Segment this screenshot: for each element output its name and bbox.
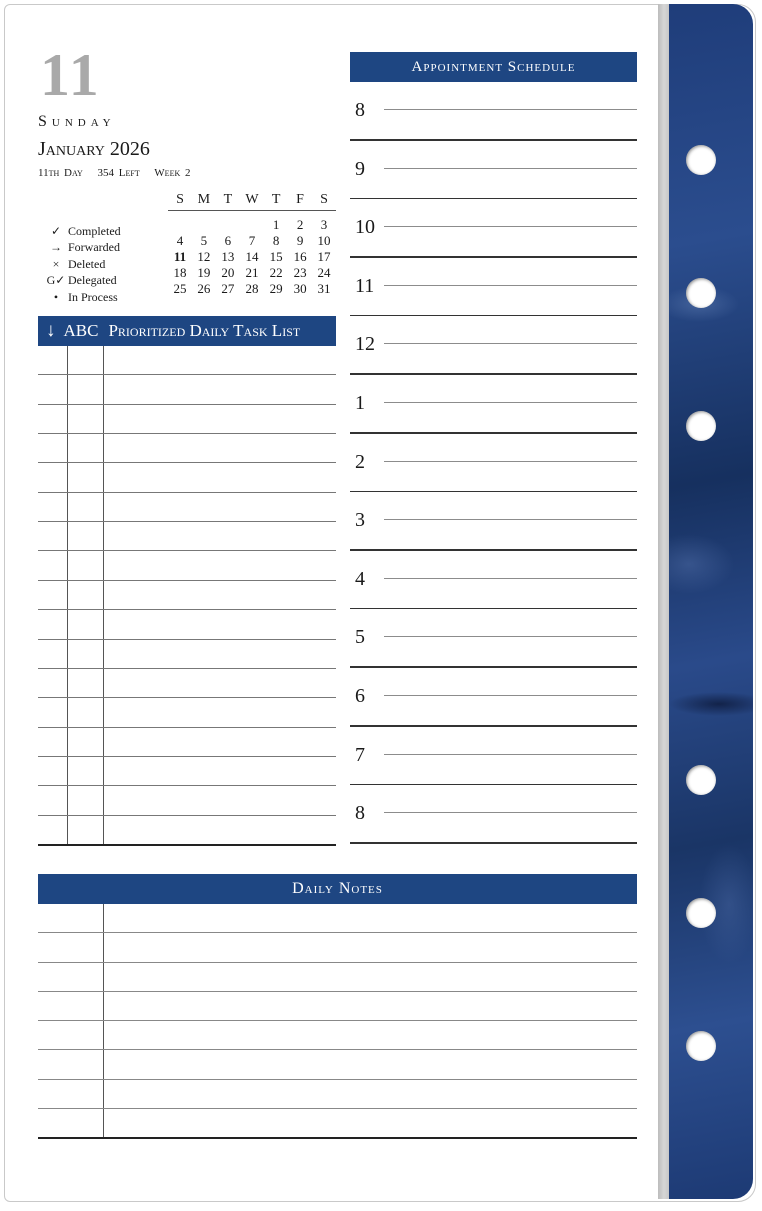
weekday-header: T	[216, 190, 240, 211]
half-hour-line	[384, 636, 637, 637]
week-number: Week 2	[154, 167, 191, 179]
day-of-year: 11th Day	[38, 167, 83, 179]
arrow-right-icon: →	[50, 240, 62, 255]
weekday-label: Sunday	[38, 113, 116, 130]
calendar-day: 7	[248, 233, 256, 248]
half-hour-line	[384, 578, 637, 579]
legend-item-delegated	[44, 273, 121, 290]
task-row-line	[38, 785, 336, 786]
month-year-label: January 2026	[38, 138, 150, 160]
daily-notes-header: Daily Notes	[38, 874, 637, 904]
daily-notes-grid	[38, 904, 637, 1138]
notes-row-line	[38, 1020, 637, 1021]
calendar-day: 30	[293, 281, 307, 296]
half-hour-line	[384, 343, 637, 344]
priority-abc-label: ABC	[63, 321, 99, 340]
weekday-header: W	[240, 190, 264, 211]
legend-item-completed	[44, 223, 121, 240]
legend-label: In Process	[68, 289, 118, 304]
hour-label: 12	[355, 333, 375, 356]
hour-label: 8	[355, 802, 365, 825]
binder-hole	[686, 1031, 716, 1061]
weekday-header-row	[168, 190, 336, 211]
half-hour-line	[384, 226, 637, 227]
calendar-day: 23	[293, 265, 307, 280]
appointment-slot[interactable]	[350, 316, 637, 375]
half-hour-line	[384, 285, 637, 286]
calendar-day: 27	[221, 281, 235, 296]
x-icon: ×	[52, 256, 60, 271]
calendar-day: 9	[296, 233, 304, 248]
hour-label: 1	[355, 392, 365, 414]
calendar-day: 21	[245, 265, 259, 280]
calendar-day: 2	[296, 217, 304, 232]
calendar-week-row	[168, 265, 336, 281]
calendar-day: 18	[173, 265, 187, 280]
half-hour-line	[384, 812, 637, 813]
weekday-header: M	[192, 190, 216, 211]
arrow-down-icon: ↓	[46, 320, 56, 341]
calendar-day: 28	[245, 281, 259, 296]
calendar-day: 24	[317, 265, 331, 280]
calendar-day: 5	[200, 233, 208, 248]
hour-label: 3	[355, 509, 365, 532]
appointment-slot[interactable]	[350, 375, 637, 434]
half-hour-line	[384, 695, 637, 696]
notes-row-line	[38, 962, 637, 963]
task-row-line	[38, 815, 336, 816]
bullet-icon: •	[53, 289, 59, 304]
notes-row-line	[38, 1049, 637, 1050]
calendar-week-row	[168, 281, 336, 297]
appointment-slot[interactable]	[350, 141, 637, 200]
task-row-line	[38, 639, 336, 640]
hour-label: 11	[355, 274, 375, 297]
appointment-slot[interactable]	[350, 727, 637, 786]
calendar-day: 1	[272, 217, 280, 232]
calendar-day: 29	[269, 281, 283, 296]
day-number: 11	[40, 42, 101, 108]
calendar-day: 25	[173, 281, 187, 296]
calendar-day: 16	[293, 249, 307, 264]
appointment-slot[interactable]	[350, 258, 637, 317]
hour-label: 10	[355, 216, 375, 239]
calendar-day	[168, 211, 192, 234]
weekday-header: S	[312, 190, 336, 211]
binder-hole	[686, 898, 716, 928]
task-row-line	[38, 492, 336, 493]
hour-label: 9	[355, 157, 365, 180]
weekday-header: S	[168, 190, 192, 211]
hour-label: 4	[355, 567, 365, 590]
binder-hole	[686, 278, 716, 308]
hour-divider	[350, 842, 637, 844]
legend-label: Delegated	[68, 273, 117, 288]
binder-hole	[686, 145, 716, 175]
task-row-line	[38, 844, 336, 846]
task-row-line	[38, 462, 336, 463]
calendar-week-row	[168, 211, 336, 234]
calendar-day: 14	[245, 249, 259, 264]
calendar-day: 3	[320, 217, 328, 232]
half-hour-line	[384, 754, 637, 755]
notes-row-line	[38, 1079, 637, 1080]
binder-hole	[686, 411, 716, 441]
notes-row-line	[38, 1108, 637, 1109]
task-row-line	[38, 521, 336, 522]
task-row-line	[38, 374, 336, 375]
calendar-day: 31	[317, 281, 331, 296]
calendar-day: 6	[224, 233, 232, 248]
half-hour-line	[384, 519, 637, 520]
calendar-day: 15	[269, 249, 283, 264]
calendar-day	[216, 211, 240, 234]
appointment-slot[interactable]	[350, 609, 637, 668]
task-list-title: Prioritized Daily Task List	[108, 321, 301, 340]
calendar-day: 20	[221, 265, 235, 280]
calendar-week-row	[168, 233, 336, 249]
delegated-check-icon: G✓	[46, 273, 66, 288]
half-hour-line	[384, 461, 637, 462]
appointment-slot[interactable]	[350, 551, 637, 610]
calendar-day: 8	[272, 233, 280, 248]
appointment-slot[interactable]	[350, 492, 637, 551]
marble-tab-edge	[669, 4, 753, 1199]
status-legend	[44, 223, 121, 306]
legend-item-deleted	[44, 256, 121, 273]
legend-item-forwarded	[44, 240, 121, 257]
task-row-line	[38, 404, 336, 405]
notes-row-line	[38, 932, 637, 933]
task-list-grid	[38, 346, 336, 845]
check-icon: ✓	[50, 223, 62, 238]
status-column-divider	[67, 346, 68, 845]
notes-margin-divider	[103, 904, 104, 1138]
task-row-line	[38, 550, 336, 551]
notes-row-line	[38, 991, 637, 992]
appointment-slot[interactable]	[350, 434, 637, 493]
calendar-day: 10	[317, 233, 331, 248]
calendar-day: 12	[197, 249, 211, 264]
notes-row-line	[38, 1137, 637, 1139]
calendar-day	[192, 211, 216, 234]
legend-label: Completed	[68, 223, 121, 238]
calendar-day: 19	[197, 265, 211, 280]
task-row-line	[38, 609, 336, 610]
half-hour-line	[384, 109, 637, 110]
appointment-slot[interactable]	[350, 668, 637, 727]
legend-label: Deleted	[68, 256, 106, 271]
calendar-week-row	[168, 249, 336, 265]
task-row-line	[38, 697, 336, 698]
calendar-day: 17	[317, 249, 331, 264]
hour-label: 5	[355, 626, 365, 649]
hour-label: 6	[355, 685, 365, 707]
half-hour-line	[384, 168, 637, 169]
legend-item-in-process	[44, 289, 121, 306]
appointment-slot[interactable]	[350, 785, 637, 844]
calendar-day: 13	[221, 249, 235, 264]
calendar-day: 26	[197, 281, 211, 296]
hour-label: 7	[355, 743, 365, 766]
task-list-header	[38, 316, 336, 346]
calendar-day	[240, 211, 264, 234]
days-left: 354 Left	[97, 167, 140, 179]
task-row-line	[38, 668, 336, 669]
appointment-slot[interactable]	[350, 82, 637, 141]
priority-column-divider	[103, 346, 104, 845]
appointment-schedule-header: Appointment Schedule	[350, 52, 637, 82]
calendar-day: 11	[173, 249, 187, 264]
task-row-line	[38, 727, 336, 728]
weekday-header: T	[264, 190, 288, 211]
binder-hole	[686, 765, 716, 795]
calendar-day: 22	[269, 265, 283, 280]
task-row-line	[38, 580, 336, 581]
task-row-line	[38, 756, 336, 757]
task-row-line	[38, 433, 336, 434]
mini-calendar	[168, 190, 338, 297]
calendar-day: 4	[176, 233, 184, 248]
weekday-header: F	[288, 190, 312, 211]
hour-label: 8	[355, 99, 365, 121]
legend-label: Forwarded	[68, 240, 120, 255]
appointment-slot[interactable]	[350, 199, 637, 258]
hour-label: 2	[355, 450, 365, 473]
half-hour-line	[384, 402, 637, 403]
day-info	[38, 167, 200, 179]
